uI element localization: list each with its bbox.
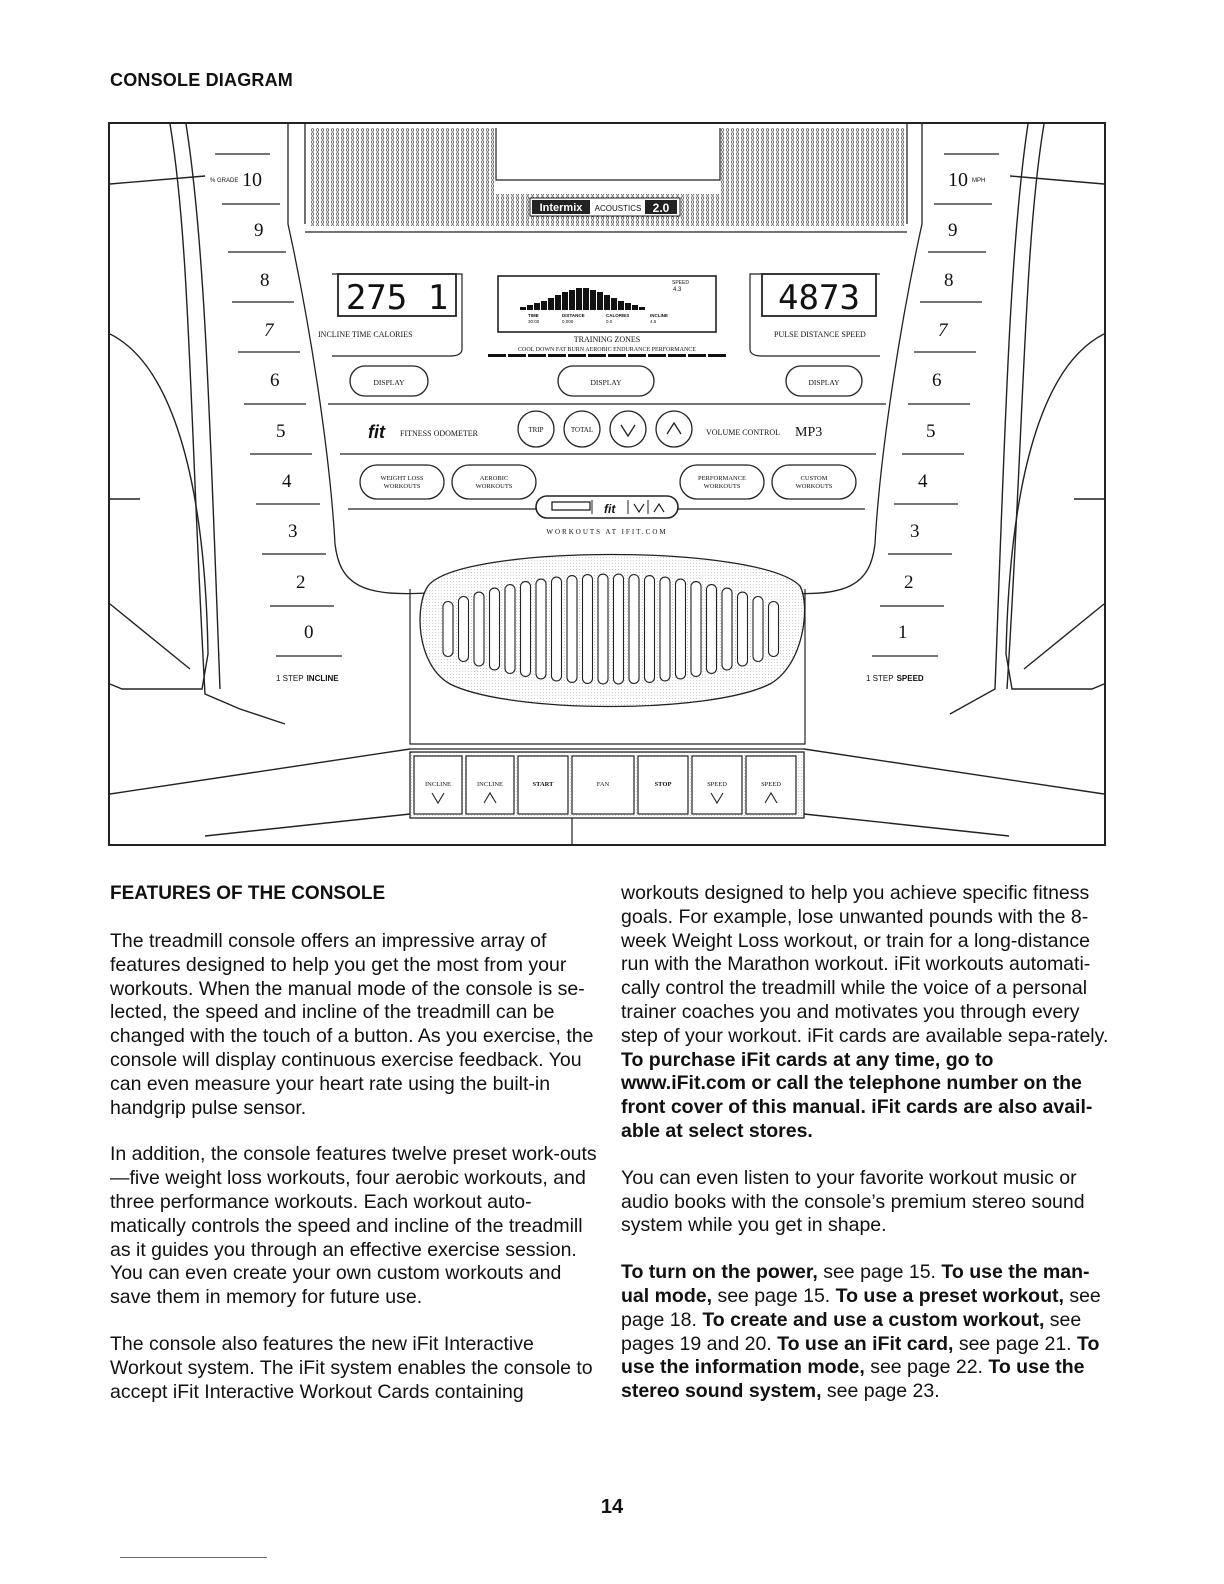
aerobic-workouts-button[interactable]: [452, 465, 536, 499]
fan-slat: [443, 602, 453, 657]
fan-slat: [614, 574, 624, 684]
svg-text:TOTAL: TOTAL: [570, 426, 594, 434]
bottom-key-panel: [410, 749, 804, 844]
fan-slat: [769, 602, 779, 657]
svg-text:WORKOUTS: WORKOUTS: [475, 483, 513, 490]
speed-scale: [866, 154, 999, 683]
weight-loss-workouts-button[interactable]: [360, 465, 444, 499]
fan-slat: [552, 577, 562, 681]
mp3-label: MP3: [795, 425, 823, 440]
left-display-caption: INCLINE TIME CALORIES: [318, 330, 413, 339]
speed-level: 4: [918, 471, 928, 492]
center-stat-value: 0.000: [562, 319, 574, 324]
incline-step-label: 1 STEP INCLINE: [276, 674, 339, 683]
fan-slat: [691, 582, 701, 677]
fan-button[interactable]: [572, 756, 634, 814]
svg-text:INCLINE: INCLINE: [477, 781, 503, 788]
left-display: [318, 274, 462, 356]
svg-text:STOP: STOP: [654, 781, 672, 788]
fan-slat: [676, 579, 686, 679]
left-speaker-grill: [310, 128, 496, 194]
speed-level: 10: [948, 169, 968, 191]
svg-text:DISPLAY: DISPLAY: [373, 378, 405, 387]
speed-level: 5: [926, 421, 936, 442]
ifit-logo: fit: [368, 422, 385, 442]
svg-text:DISPLAY: DISPLAY: [590, 378, 622, 387]
svg-text:WORKOUTS: WORKOUTS: [703, 483, 741, 490]
svg-text:TRIP: TRIP: [528, 426, 544, 434]
svg-text:AEROBIC: AEROBIC: [479, 475, 509, 482]
right-display: [750, 274, 880, 356]
svg-text:SPEED: SPEED: [761, 781, 781, 788]
center-stat-value: 4.5: [650, 319, 657, 324]
fan-slat: [722, 588, 732, 670]
ifit-purchase-note: To purchase iFit cards at any time, go to www.iFit.com or call the telephone number on the front cover of this manual. iFit cards are also avail-able at select stores.: [621, 1048, 1093, 1142]
svg-text:CUSTOM: CUSTOM: [800, 475, 828, 482]
total-button[interactable]: [564, 411, 600, 447]
fan-slat: [459, 597, 469, 662]
center-stat-value: 30:00: [528, 319, 540, 324]
console-diagram: [108, 122, 1106, 846]
speed-step-label: 1 STEP SPEED: [866, 674, 924, 683]
speed-level: 3: [910, 521, 920, 542]
workouts-url: WORKOUTS AT IFIT.COM: [546, 528, 668, 536]
fan-slat: [629, 575, 639, 684]
display-button-center[interactable]: [558, 366, 654, 396]
incline-down-button[interactable]: [414, 756, 462, 814]
features-paragraph-2: In addition, the console features twelve preset work-outs—five weight loss workouts, four aerobic workouts, and three performance workouts. Each workout auto-matically controls the speed and incline of the treadmill as it guides you through an effective exercise session. You can even create your own custom workouts and save them in memory for future use.: [110, 1143, 597, 1309]
right-display-readout: 4873: [778, 278, 860, 318]
fan-slat: [583, 575, 593, 684]
right-display-caption: PULSE DISTANCE SPEED: [774, 330, 866, 339]
left-display-readout: 275 1: [345, 278, 449, 318]
trip-button[interactable]: [518, 411, 554, 447]
speed-level: 1: [898, 622, 908, 643]
speed-up-button[interactable]: [746, 756, 796, 814]
page-references: To turn on the power, see page 15. To use the man-ual mode, see page 15. To use a preset workout, see page 18. To create and use a custom workout, see pages 19 and 20. To use an iFit card, see page 21. To use the information mode, see page 22. To use the stereo sound system, see page 23.: [621, 1261, 1101, 1403]
incline-level: 6: [270, 370, 280, 391]
display-button-left[interactable]: [350, 366, 428, 396]
speed-level: 8: [944, 270, 954, 291]
fan-slat: [490, 588, 500, 670]
fitness-odometer-label: FITNESS ODOMETER: [400, 429, 479, 438]
center-speed-value: 4.3: [673, 287, 682, 293]
fan-slat: [598, 574, 608, 684]
svg-text:INCLINE: INCLINE: [425, 781, 451, 788]
right-text-column: [621, 882, 1109, 1427]
speed-level: 9: [948, 220, 958, 241]
fan-grille: [410, 555, 805, 745]
fan-slat: [567, 576, 577, 683]
fan-slat: [521, 582, 531, 677]
incline-level: 3: [288, 521, 298, 542]
svg-text:SPEED: SPEED: [707, 781, 727, 788]
incline-level: 4: [282, 471, 292, 492]
training-zones-labels: COOL DOWN FAT BURN AEROBIC ENDURANCE PERFORMANCE: [518, 347, 696, 353]
intermix-version: 2.0: [652, 201, 670, 215]
incline-level: 7: [264, 320, 274, 341]
svg-text:WORKOUTS: WORKOUTS: [795, 483, 833, 490]
volume-control-label: VOLUME CONTROL: [706, 428, 780, 437]
features-paragraph-1: The treadmill console offers an impressive array of features designed to help you get the most from your workouts. When the manual mode of the console is se-lected, the speed and incline of the treadmill can be changed with the touch of a button. As you exercise, the console will display continuous exercise feedback. You can even measure your heart rate using the built-in handgrip pulse sensor.: [110, 930, 594, 1119]
fan-slat: [536, 579, 546, 679]
incline-up-button[interactable]: [466, 756, 514, 814]
incline-level: 10: [242, 169, 262, 191]
incline-level: 5: [276, 421, 286, 442]
speed-level: 2: [904, 572, 914, 593]
speed-level: 7: [938, 320, 948, 341]
svg-text:DISPLAY: DISPLAY: [808, 378, 840, 387]
fan-slat: [474, 592, 484, 666]
fan-slat: [645, 576, 655, 683]
page-number: 14: [600, 1496, 624, 1518]
mph-label: MPH: [972, 178, 986, 184]
incline-level: 2: [296, 572, 306, 593]
center-stat-label: CALORIES: [606, 313, 630, 318]
grade-label: % GRADE: [210, 178, 239, 184]
start-button[interactable]: [518, 756, 568, 814]
svg-text:WEIGHT LOSS: WEIGHT LOSS: [380, 475, 424, 482]
stereo-paragraph: You can even listen to your favorite workout music or audio books with the console’s premium stereo sound system while you get in shape.: [621, 1166, 1085, 1237]
training-zones-title: TRAINING ZONES: [573, 335, 641, 344]
fan-slat: [707, 585, 717, 674]
performance-workouts-button[interactable]: [680, 465, 764, 499]
svg-text:FAN: FAN: [596, 781, 610, 788]
center-display: [488, 276, 726, 357]
ifit-paragraph: workouts designed to help you achieve specific fitness goals. For example, lose unwanted pounds with the 8-week Weight Loss workout, or train for a long-distance run with the Marathon workout. iFit workouts automati-cally control the treadmill while the voice of a personal trainer coaches you and motivates you through every step of your workout. iFit cards are available sepa-rately. To purchase iFit cards at any time, go to www.iFit.com or call the telephone number on the front cover of this manual. iFit cards are also avail-able at select stores.: [621, 882, 1109, 1142]
center-stat-value: 0.0: [606, 319, 613, 324]
fan-slat: [738, 592, 748, 666]
incline-level: 8: [260, 270, 270, 291]
volume-down-button[interactable]: [610, 411, 646, 447]
features-paragraph-3: The console also features the new iFit Interactive Workout system. The iFit system enables the console to accept iFit Interactive Workout Cards containing: [110, 1332, 593, 1403]
console-illustration: [110, 124, 1104, 844]
footer-rule: [120, 1557, 267, 1558]
speed-down-button[interactable]: [692, 756, 742, 814]
svg-text:START: START: [532, 781, 554, 788]
fan-slat: [660, 577, 670, 681]
stop-button[interactable]: [638, 756, 688, 814]
custom-workouts-button[interactable]: [772, 465, 856, 499]
fan-slat: [505, 585, 515, 674]
display-button-right[interactable]: [786, 366, 862, 396]
intermix-badge: Intermix: [539, 202, 583, 214]
right-speaker-grill: [720, 128, 906, 194]
svg-text:PERFORMANCE: PERFORMANCE: [697, 475, 747, 482]
left-text-column: [110, 882, 598, 1427]
ifit-card-slot[interactable]: [536, 496, 678, 518]
svg-text:WORKOUTS: WORKOUTS: [383, 483, 421, 490]
center-stat-label: DISTANCE: [562, 313, 585, 318]
ifit-card-logo: fit: [604, 502, 616, 516]
page-heading: CONSOLE DIAGRAM: [110, 70, 293, 90]
features-title: FEATURES OF THE CONSOLE: [110, 883, 386, 904]
intermix-sub: ACOUSTICS: [594, 204, 642, 213]
incline-level: 0: [304, 622, 314, 643]
odometer-row: [368, 411, 822, 447]
center-speed-label: SPEED: [672, 280, 689, 286]
volume-up-button[interactable]: [656, 411, 692, 447]
center-stat-label: INCLINE: [650, 313, 668, 318]
speed-level: 6: [932, 370, 942, 391]
fan-slat: [753, 597, 763, 662]
center-stat-label: TIME: [528, 313, 539, 318]
incline-level: 9: [254, 220, 264, 241]
